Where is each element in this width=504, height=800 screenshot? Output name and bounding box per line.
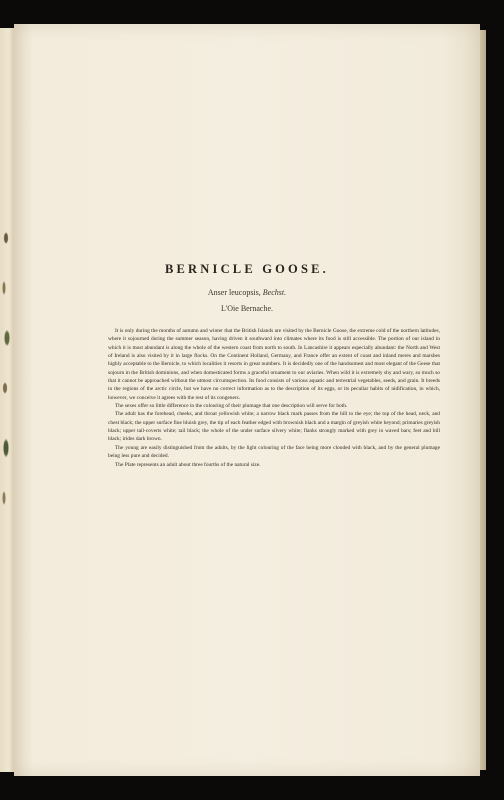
paragraph: The sexes offer so little difference in the colouring of their plumage that one description will serve for both. xyxy=(115,403,348,410)
paragraph: The young are easily distinguished from the adults, by the light colouring of the face being more clouded with black, and by the general plumage being less pure and decided. xyxy=(108,444,440,460)
latin-name: Anser leucopsis, xyxy=(207,288,261,297)
latin-author: Bechst. xyxy=(262,288,287,297)
previous-plate-illustration-strip xyxy=(0,218,12,518)
paragraph: It is only during the months of autumn and winter that the British Islands are visited by the Bernicle Goose, the extreme cold of the northern latitudes, where it sojourned during the summer season, having driven it southward into climates where its food is still accessible. The portion of our island in which it is most abundant is along the whole of the western coast from north to south. In Lancashire it appears especially abundant: the North and West of Ireland is also visited by it in large flocks. On the Continent Holland, Germany, and France offer an extent of coast and inland meres and marshes highly acceptable to the Bernicle, to which localities it resorts in great numbers. It is decidedly one of the handsomest and most elegant of the Geese that sojourn in the British dominions, and when domesticated forms a graceful ornament to our aviaries. When wild it is extremely shy and wary, so much so that it cannot be approached without the utmost circumspection. Its food consists of various aquatic and terrestrial vegetables, seeds, and grain. It breeds in the regions of the arctic circle, but we have no correct information as to the description of its eggs, or its peculiar habits of nidification, in which, however, we conceive it agrees with the rest of its congeners. xyxy=(108,328,440,401)
paragraph: The adult has the forehead, cheeks, and throat yellowish white; a narrow black mark passes from the bill to the eye; the top of the head, neck, and chest black; the upper surface fine bluish grey, the tip of each feather edged with brownish black and a margin of greyish white beyond; primaries greyish black; upper tail-coverts white; tail black; the whole of the under surface silvery white; flanks strongly marked with grey in waved bars; feet and bill black; irides dark brown. xyxy=(108,411,440,443)
previous-page-edge xyxy=(0,28,14,772)
french-name: L'Oie Bernache. xyxy=(220,304,274,313)
page-stack-edge xyxy=(480,30,486,770)
body-text xyxy=(108,327,440,469)
latin-name-line xyxy=(14,288,480,297)
book-page xyxy=(14,24,480,776)
paragraph: The Plate represents an adult about three fourths of the natural size. xyxy=(115,461,261,468)
page-title: BERNICLE GOOSE. xyxy=(164,262,329,276)
